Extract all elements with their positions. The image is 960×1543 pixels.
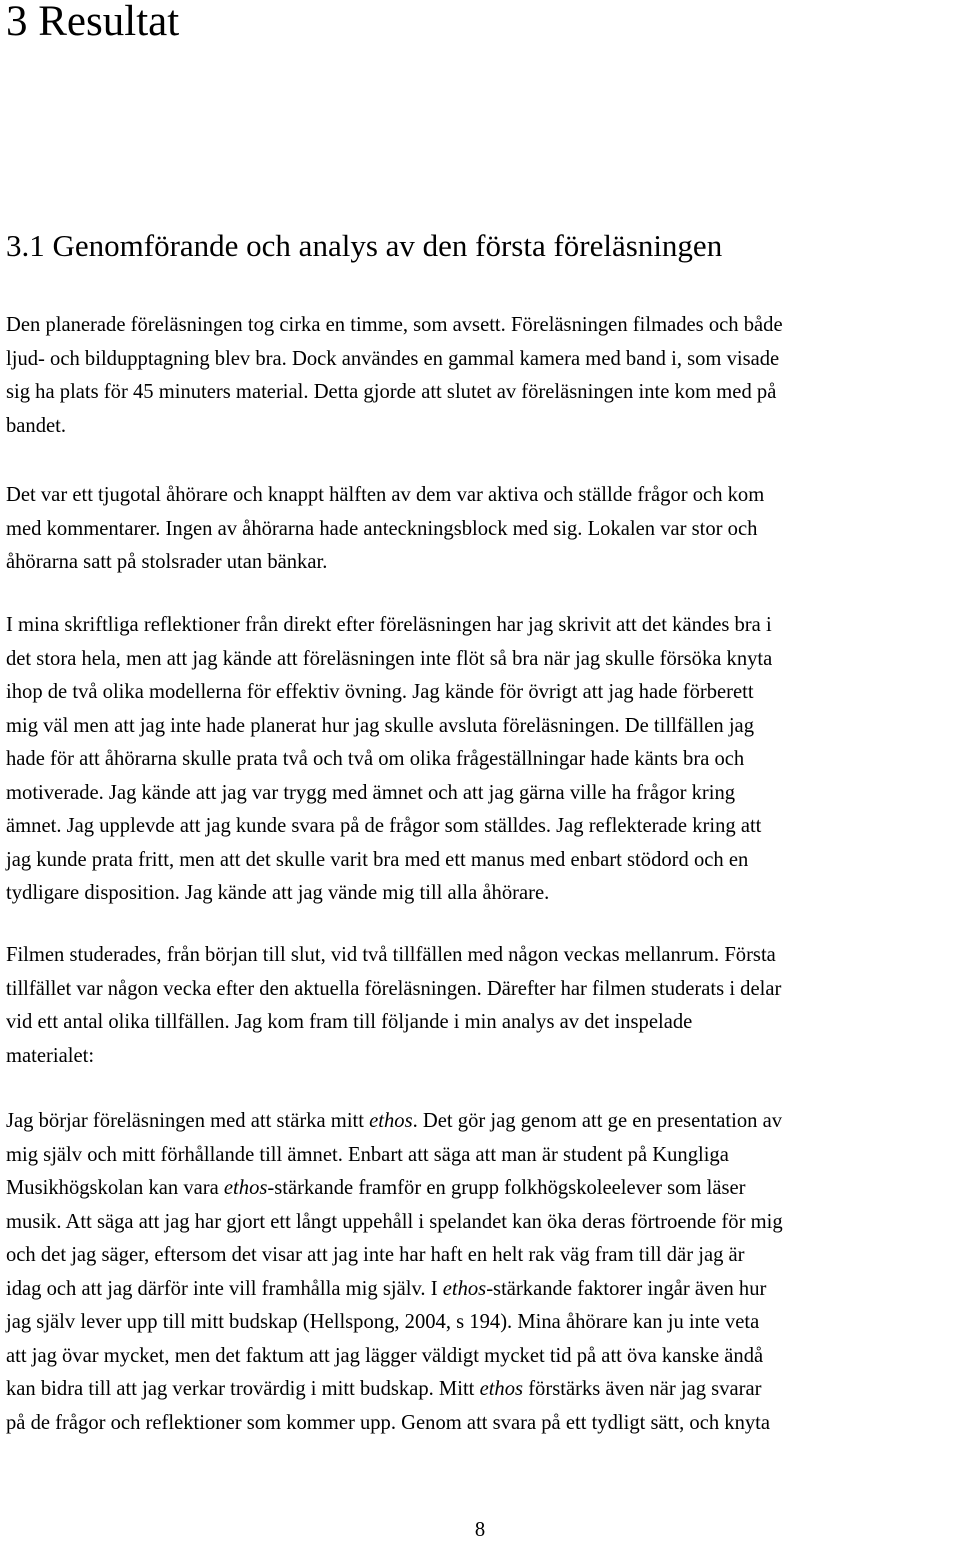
text-run: -stärkande framför en grupp folkhögskoleelever som läser	[267, 1177, 746, 1199]
text-line: materialet:	[6, 1044, 95, 1067]
text-run: Musikhögskolan kan vara	[6, 1177, 224, 1199]
text-line: Den planerade föreläsningen tog cirka en timme, som avsett. Föreläsningen filmades och både	[6, 314, 783, 336]
text-run: -stärkande faktorer ingår även hur	[486, 1277, 767, 1300]
paragraph	[6, 479, 764, 580]
text-line: med kommentarer. Ingen av åhörarna hade anteckningsblock med sig. Lokalen var stor och	[6, 517, 758, 540]
paragraph	[6, 1105, 783, 1440]
text-line: jag själv lever upp till mitt budskap (Hellspong, 2004, s 194). Mina åhörare kan ju inte veta	[6, 1311, 760, 1333]
text-line: åhörarna satt på stolsrader utan bänkar.	[6, 551, 328, 573]
text-line: motiverade. Jag kände att jag var trygg med ämnet och att jag gärna ville ha frågor kring	[6, 781, 736, 804]
italic-term: ethos	[369, 1110, 413, 1132]
text-line: I mina skriftliga reflektioner från direkt efter föreläsningen har jag skrivit att det kändes bra i	[6, 614, 772, 636]
italic-term: ethos	[479, 1378, 524, 1400]
text-line: tydligare disposition. Jag kände att jag vände mig till alla åhörare.	[6, 882, 550, 904]
paragraph	[6, 309, 783, 443]
text-line: sig ha plats för 45 minuters material. Detta gjorde att slutet av föreläsningen inte kom med på	[6, 381, 777, 403]
text-line: att jag övar mycket, men det faktum att jag lägger väldigt mycket tid på att öva kanske ändå	[6, 1344, 764, 1367]
text-line: det stora hela, men att jag kände att föreläsningen inte flöt så bra när jag skulle försöka knyta	[6, 647, 773, 670]
text-line: tillfället var någon vecka efter den aktuella föreläsningen. Därefter har filmen studerats i delar	[6, 977, 782, 1000]
text-line: på de frågor och reflektioner som kommer upp. Genom att svara på ett tydligt sätt, och knyta	[6, 1411, 771, 1434]
text-line: och det jag säger, eftersom det visar att jag inte har haft en helt rak väg fram till där jag är	[6, 1244, 745, 1266]
text-line: vid ett antal olika tillfällen. Jag kom fram till följande i min analys av det inspelade	[6, 1011, 693, 1033]
text-line: hade för att åhörarna skulle prata två och två om olika frågeställningar hade känts bra och	[6, 748, 745, 770]
text-run: idag och att jag därför inte vill framhålla mig själv. I	[6, 1277, 443, 1300]
text-line: ihop de två olika modellerna för effektiv övning. Jag kände för övrigt att jag hade förberett	[6, 681, 754, 703]
text-run: förstärks även när jag svarar	[523, 1378, 762, 1400]
text-line: mig väl men att jag inte hade planerat hur jag skulle avsluta föreläsningen. De tillfällen jag	[6, 714, 754, 737]
text-line: musik. Att säga att jag har gjort ett långt uppehåll i spelandet kan öka deras förtroende för mig	[6, 1210, 783, 1233]
italic-term: ethos	[223, 1177, 268, 1199]
text-line	[6, 1105, 783, 1139]
text-line: jag kunde prata fritt, men att det skulle varit bra med ett manus med enbart stödord och en	[6, 848, 749, 871]
text-run: . Det gör jag genom att ge en presentation av	[412, 1110, 783, 1132]
text-line: ämnet. Jag upplevde att jag kunde svara på de frågor som ställdes. Jag reflekterade kring att	[6, 815, 762, 837]
text-line: mig själv och mitt förhållande till ämnet. Enbart att säga att man är student på Kungliga	[6, 1143, 729, 1166]
section-heading: 3.1 Genomförande och analys av den första föreläsningen	[6, 228, 723, 263]
text-run: Jag börjar föreläsningen med att stärka mitt	[6, 1110, 370, 1132]
text-line	[6, 1172, 783, 1206]
text-line: Filmen studerades, från början till slut, vid två tillfällen med någon veckas mellanrum. Första	[6, 944, 776, 966]
text-line: Det var ett tjugotal åhörare och knappt hälften av dem var aktiva och ställde frågor och kom	[6, 484, 765, 506]
text-line	[6, 1373, 783, 1407]
paragraph	[6, 609, 772, 911]
text-line	[6, 1273, 783, 1307]
text-line: ljud- och bildupptagning blev bra. Dock användes en gammal kamera med band i, som visade	[6, 347, 780, 370]
paragraph	[6, 939, 781, 1073]
text-run: kan bidra till att jag verkar trovärdig i mitt budskap. Mitt	[6, 1378, 480, 1400]
text-line: bandet.	[6, 414, 67, 437]
italic-term: ethos	[442, 1277, 487, 1300]
page-number: 8	[474, 1519, 486, 1541]
chapter-heading: 3 Resultat	[6, 0, 180, 45]
